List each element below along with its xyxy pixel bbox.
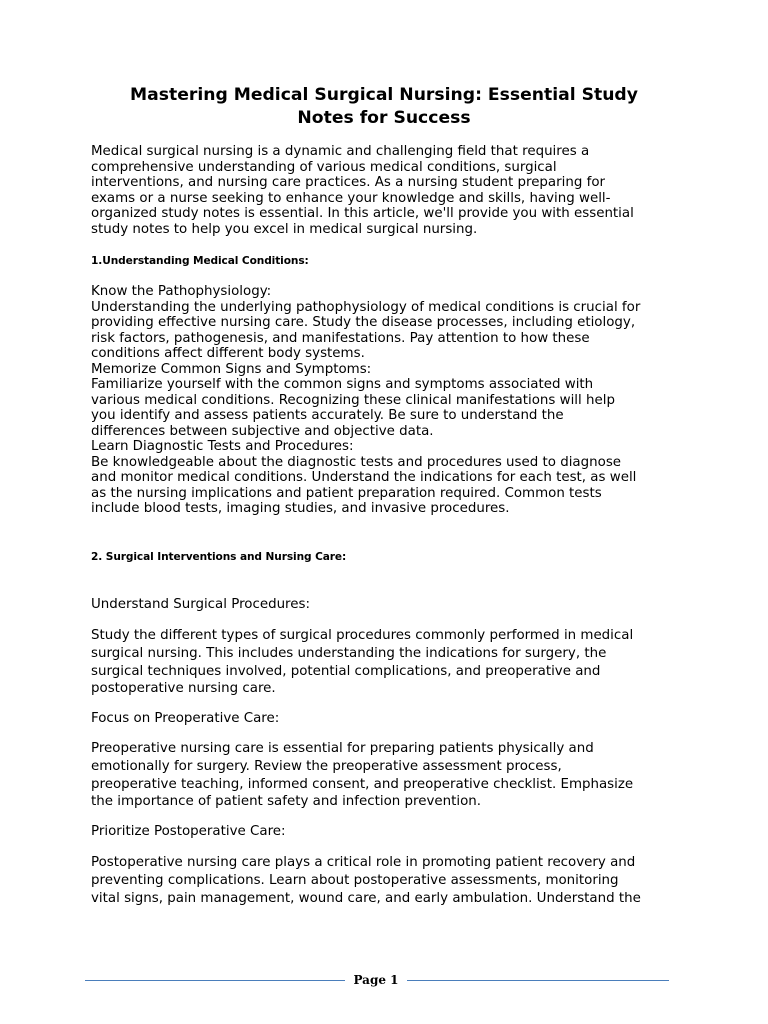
section-1-line: risk factors, pathogenesis, and manifestations. Pay attention to how these	[91, 330, 590, 346]
footer-rule-left	[85, 980, 345, 981]
paragraph-line: surgical nursing. This includes understanding the indications for surgery, the	[91, 645, 607, 661]
section-1-line: and monitor medical conditions. Understand the indications for each test, as well	[91, 470, 637, 485]
paragraph-line: Preoperative nursing care is essential for preparing patients physically and	[91, 741, 594, 756]
section-1-line: Familiarize yourself with the common signs and symptoms associated with	[91, 377, 594, 392]
intro-line: exams or a nurse seeking to enhance your knowledge and skills, having well-	[91, 190, 611, 206]
subheading-surgical-procedures: Understand Surgical Procedures:	[91, 597, 310, 612]
section-1-line: Know the Pathophysiology:	[91, 284, 272, 299]
section-1-line: you identify and assess patients accurately. Be sure to understand the	[91, 408, 564, 423]
paragraph-surgical-procedures	[91, 627, 681, 698]
subheading-preoperative-care: Focus on Preoperative Care:	[91, 711, 280, 726]
subheading-postoperative-care: Prioritize Postoperative Care:	[91, 824, 286, 839]
section-1-line: Understanding the underlying pathophysiology of medical conditions is crucial for	[91, 299, 641, 315]
title-line: Notes for Success	[297, 108, 471, 128]
paragraph-line: surgical techniques involved, potential complications, and preoperative and	[91, 663, 601, 679]
intro-line: interventions, and nursing care practices. As a nursing student preparing for	[91, 175, 606, 190]
section-1-line: providing effective nursing care. Study the disease processes, including etiology,	[91, 315, 636, 330]
section-1-line: Memorize Common Signs and Symptoms:	[91, 361, 372, 377]
paragraph-line: postoperative nursing care.	[91, 681, 276, 697]
document-title	[92, 84, 676, 130]
paragraph-line: preoperative teaching, informed consent, and preoperative checklist. Emphasize	[91, 776, 634, 792]
intro-line: organized study notes is essential. In this article, we'll provide you with essential	[91, 206, 634, 221]
intro-paragraph	[91, 144, 681, 237]
section-1-line: various medical conditions. Recognizing these clinical manifestations will help	[91, 392, 615, 408]
intro-line: comprehensive understanding of various medical conditions, surgical	[91, 159, 557, 175]
section-2-heading: 2. Surgical Interventions and Nursing Care:	[91, 551, 347, 563]
footer-rule-right	[407, 980, 669, 981]
section-1-line: Learn Diagnostic Tests and Procedures:	[91, 439, 354, 454]
section-1-line: as the nursing implications and patient preparation required. Common tests	[91, 485, 602, 501]
paragraph-line: preventing complications. Learn about postoperative assessments, monitoring	[91, 872, 619, 888]
intro-line: Medical surgical nursing is a dynamic and challenging field that requires a	[91, 144, 590, 159]
paragraph-line: vital signs, pain management, wound care, and early ambulation. Understand the	[91, 890, 641, 906]
paragraph-preoperative-care	[91, 740, 681, 811]
section-1-heading: 1.Understanding Medical Conditions:	[91, 255, 309, 267]
title-line: Mastering Medical Surgical Nursing: Essential Study	[130, 85, 638, 105]
paragraph-line: Study the different types of surgical procedures commonly performed in medical	[91, 628, 634, 643]
paragraph-line: Postoperative nursing care plays a critical role in promoting patient recovery and	[91, 855, 636, 870]
intro-line: study notes to help you excel in medical surgical nursing.	[91, 221, 478, 237]
section-1-line: Be knowledgeable about the diagnostic tests and procedures used to diagnose	[91, 454, 622, 470]
paragraph-line: emotionally for surgery. Review the preoperative assessment process,	[91, 758, 562, 774]
section-1-line: conditions affect different body systems.	[91, 346, 365, 361]
section-1-line: include blood tests, imaging studies, and invasive procedures.	[91, 501, 510, 516]
paragraph-postoperative-care	[91, 854, 681, 907]
page-number: Page 1	[353, 973, 399, 987]
section-1-body	[91, 284, 681, 517]
paragraph-line: the importance of patient safety and infection prevention.	[91, 794, 482, 810]
section-1-line: differences between subjective and objective data.	[91, 423, 434, 439]
